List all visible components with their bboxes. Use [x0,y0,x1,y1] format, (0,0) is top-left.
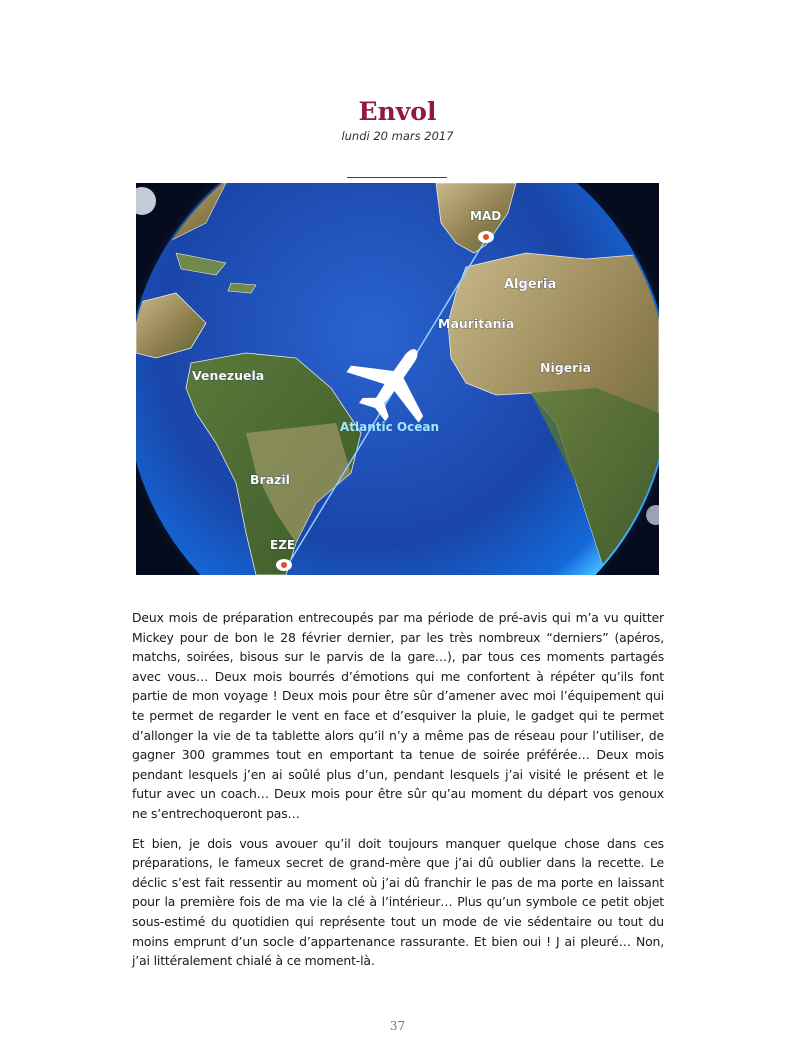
post-date: lundi 20 mars 2017 [341,129,454,143]
mad-airport-dot [483,234,489,240]
caribbean-island [228,283,256,293]
title-separator [347,177,447,178]
mad-label: MAD [470,209,502,223]
page-title: Envol [358,97,437,126]
atlantic-ocean-label: Atlantic Ocean [340,420,440,434]
venezuela-label: Venezuela [192,368,265,383]
eze-label: EZE [270,538,296,552]
paragraph-2: Et bien, je dois vous avouer qu’il doit toujours manquer quelque chose dans ces préparations, le fameux secret de grand-mère que j’ai dû oublier dans la recette. Le déclic s’est fait ressentir au moment où j’ai dû franchir le pas de ma porte en laissant pour la première fois de ma vie la clé à l’intérieur… Plus qu’un symbole ce petit objet sous-estimé du quotidien qui représente tout un mode de vie sédentaire ou tout du moins emprunt d’un socle d’appartenance rassurante. Et bien oui ! J ai pleuré… Non, j’ai littéralement chialé à ce moment-là. [132,835,664,969]
mauritania-label: Mauritania [438,316,515,331]
brazil-label: Brazil [250,472,290,487]
page-number: 37 [389,1019,406,1033]
globe-illustration [136,183,659,575]
article-body [132,608,664,981]
algeria-label: Algeria [504,277,557,292]
flight-map-photo [136,183,659,575]
eze-airport-dot [281,562,287,568]
nigeria-label: Nigeria [540,360,592,375]
paragraph-1: Deux mois de préparation entrecoupés par ma période de pré-avis qui m’a vu quitter Mickey pour de bon le 28 février dernier, par les très nombreux “derniers” (apéros, matchs, soirées, bisous sur le parvis de la gare…), par tous ces moments partagés avec vous… Deux mois bourrés d’émotions qui me confortent à répéter qu’ils font partie de mon voyage ! Deux mois pour être sûr d’amener avec moi l’équipement qui te permet de regarder le vent en face et d’esquiver la pluie, le gadget qui te permet d’allonger la vie de ta tablette alors qu’il n’y a même pas de réseau pour l’utiliser, de gagner 300 grammes tout en emportant ta tenue de soirée préférée… Deux mois pendant lesquels j’en ai soûlé plus d’un, pendant lesquels j’ai visité le présent et le futur avec un coach… Deux mois pour être sûr qu’au moment du départ vos genoux ne s’entrechoqueront pas… [132,610,664,821]
